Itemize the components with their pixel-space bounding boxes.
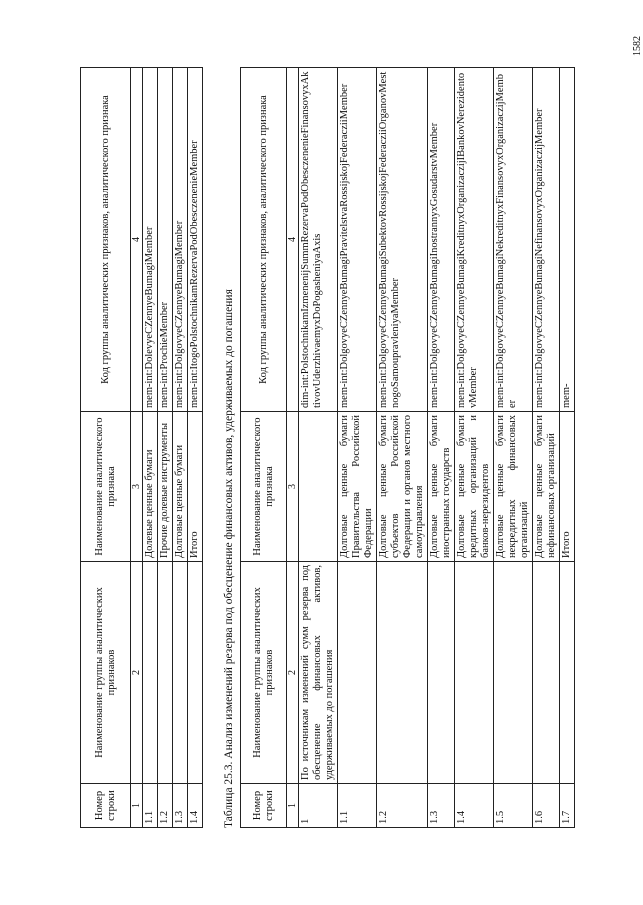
table2-header-code: Код группы аналитических признаков, аналитического признака — [241, 68, 287, 412]
row-code: mem-int:DolgovyeCZennyeBumagiNefinansovyxOrganizaczijMember — [533, 68, 560, 412]
table1-header-code: Код группы аналитических признаков, аналитического признака — [81, 68, 131, 412]
table1-index-row — [131, 68, 143, 828]
table-row — [377, 68, 428, 828]
table-row — [494, 68, 533, 828]
table1-header-row — [81, 68, 131, 828]
row-code: mem-int:DolevyeCZennyeBumagiMember — [143, 68, 158, 412]
row-name: Прочие долевые инструменты — [158, 412, 173, 562]
row-code: mem-int:ItogoPolstochnikamRezervaPodObesczenenieMember — [188, 68, 203, 412]
table2-header-group: Наименование группы аналитических признаков — [241, 562, 287, 784]
row-number: 1 — [299, 784, 338, 828]
row-number: 1.3 — [428, 784, 455, 828]
row-group — [173, 562, 188, 784]
page-number: 1582 — [632, 36, 643, 56]
row-name: Долговые ценные бумаги — [173, 412, 188, 562]
row-code: mem-int:DolgovyeCZennyeBumagiKreditnyxOrganizaczijIBankovNerezidentovMember — [455, 68, 494, 412]
row-code: mem-int:DolgovyeCZennyeBumagiNekreditnyxFinansovyxOrganizaczijMember — [494, 68, 533, 412]
table2-header-row — [241, 68, 287, 828]
table2-index-row — [287, 68, 299, 828]
row-name: Итого — [188, 412, 203, 562]
row-name: Долговые ценные бумаги кредитных организаций и банков-нерезидентов — [455, 412, 494, 562]
table-row — [455, 68, 494, 828]
table-row — [338, 68, 377, 828]
table1-header-num: Номер строки — [81, 784, 131, 828]
row-group — [143, 562, 158, 784]
row-group — [188, 562, 203, 784]
table-row — [560, 68, 575, 828]
row-number: 1.4 — [455, 784, 494, 828]
table1-header-name: Наименование аналитического признака — [81, 412, 131, 562]
row-code: mem- — [560, 68, 575, 412]
table1-index-4: 4 — [131, 68, 143, 412]
table-caption: Таблица 25.3. Анализ изменений резерва под обесценение финансовых активов, удерживаемых до погашения — [223, 289, 235, 828]
row-group — [338, 562, 377, 784]
table2-index-3: 3 — [287, 412, 299, 562]
table2-index-4: 4 — [287, 68, 299, 412]
row-group: По источникам изменений сумм резерва под обесценение финансовых активов, удерживаемых до погашения — [299, 562, 338, 784]
row-number: 1.7 — [560, 784, 575, 828]
table-row — [158, 68, 173, 828]
row-number: 1.2 — [377, 784, 428, 828]
row-name: Долевые ценные бумаги — [143, 412, 158, 562]
table-row — [533, 68, 560, 828]
row-name: Долговые ценные бумаги нефинансовых организаций — [533, 412, 560, 562]
row-code: mem-int:DolgovyeCZennyeBumagiInostrannyxGosudarstvMember — [428, 68, 455, 412]
row-name: Долговые ценные бумаги субъектов Российской Федерации и органов местного самоуправления — [377, 412, 428, 562]
table-impairment-reserve-analysis — [240, 67, 575, 828]
row-number: 1.5 — [494, 784, 533, 828]
row-number: 1.1 — [143, 784, 158, 828]
row-group — [560, 562, 575, 784]
rotated-page-content — [80, 68, 605, 828]
table-row — [143, 68, 158, 828]
row-number: 1.6 — [533, 784, 560, 828]
table2-header-name: Наименование аналитического признака — [241, 412, 287, 562]
row-group — [533, 562, 560, 784]
row-code: mem-int:ProchieMember — [158, 68, 173, 412]
row-number: 1.2 — [158, 784, 173, 828]
table2-header-num: Номер строки — [241, 784, 287, 828]
row-number: 1.3 — [173, 784, 188, 828]
table-row — [428, 68, 455, 828]
row-name: Долговые ценные бумаги иностранных государств — [428, 412, 455, 562]
row-group — [455, 562, 494, 784]
row-name: Долговые ценные бумаги Правительства Российской Федерации — [338, 412, 377, 562]
row-number: 1.4 — [188, 784, 203, 828]
row-group — [158, 562, 173, 784]
table-financial-assets-groups — [80, 67, 203, 828]
row-name: Итого — [560, 412, 575, 562]
table2-index-1: 1 — [287, 784, 299, 828]
row-code: mem-int:DolgovyeCZennyeBumagiSubektovRossijskojFederacziiOrganovMestnogoSamoupravleniyaMember — [377, 68, 428, 412]
row-name — [299, 412, 338, 562]
table1-header-group: Наименование группы аналитических признаков — [81, 562, 131, 784]
row-code: dim-int:PolstochnikamIzmenenijSummRezervaPodObesczenenieFinansovyxAktivovUderzhivaemyxDoPogasheniyaAxis — [299, 68, 338, 412]
row-code: mem-int:DolgovyeCZennyeBumagiMember — [173, 68, 188, 412]
table1-index-1: 1 — [131, 784, 143, 828]
table2-index-2: 2 — [287, 562, 299, 784]
table-row — [173, 68, 188, 828]
row-name: Долговые ценные бумаги некредитных финансовых организаций — [494, 412, 533, 562]
row-group — [377, 562, 428, 784]
row-group — [494, 562, 533, 784]
table1-index-2: 2 — [131, 562, 143, 784]
row-group — [428, 562, 455, 784]
row-code: mem-int:DolgovyeCZennyeBumagiPravitelstvaRossijskojFederacziiMember — [338, 68, 377, 412]
table-row — [188, 68, 203, 828]
table1-index-3: 3 — [131, 412, 143, 562]
table-row — [299, 68, 338, 828]
row-number: 1.1 — [338, 784, 377, 828]
